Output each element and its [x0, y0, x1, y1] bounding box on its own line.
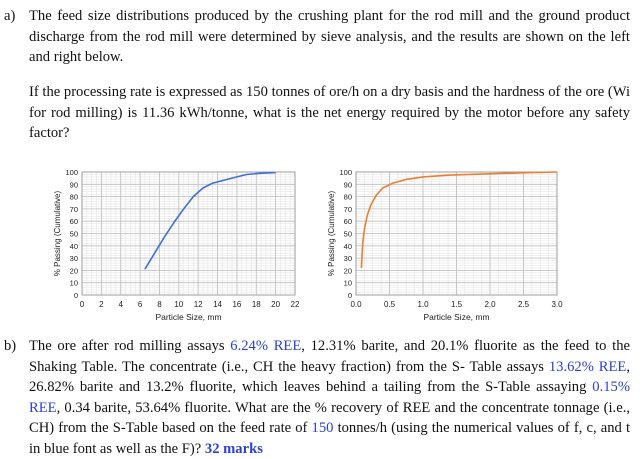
x-tick-label: 1.5 [450, 300, 463, 309]
y-tick-label: 50 [69, 229, 78, 239]
part-b-text-3: , 26.82% barite and 13.2% fluorite, which leaves behind a tailing from the S-Table assaying [29, 358, 630, 395]
x-axis-label: Particle Size, mm [155, 312, 222, 322]
x-tick-label: 10 [174, 300, 184, 309]
part-b-text-4: , 0.34 barite, 53.64% fluorite. What are the % recovery of REE and the concentrate tonnage (i.e., CH) from the S-Table based on the feed rate of [29, 399, 630, 436]
x-tick-label: 20 [271, 300, 281, 309]
x-tick-label: 18 [251, 300, 261, 309]
part-a-paragraph-2: If the processing rate is expressed as 150 tonnes of ore/h on a dry basis and the hardness of the ore (Wi for rod milling) is 11.36 kWh/tonne, what is the net energy required by the motor before any safety factor? [29, 84, 630, 141]
x-axis-label: Particle Size, mm [423, 312, 490, 322]
y-axis-label: % Passing (Cumulative) [53, 190, 62, 277]
part-b-question [4, 336, 630, 459]
feed-rate-value: 150 [311, 420, 334, 436]
x-tick-label: 0.0 [350, 300, 362, 309]
part-b-text-1: The ore after rod milling assays [29, 338, 231, 354]
y-tick-label: 0 [73, 291, 78, 300]
x-tick-label: 2.0 [484, 300, 496, 309]
y-tick-label: 40 [343, 241, 352, 251]
y-tick-label: 90 [69, 180, 78, 190]
concentrate-ree-assay: 13.62% REE [548, 358, 627, 375]
x-tick-label: 14 [213, 300, 222, 309]
y-tick-label: 20 [69, 266, 78, 276]
y-tick-label: 30 [69, 254, 78, 264]
y-tick-label: 60 [343, 217, 352, 227]
marks-label: 32 marks [204, 440, 263, 457]
y-tick-label: 20 [343, 266, 352, 276]
y-tick-label: 100 [65, 168, 78, 177]
y-tick-label: 80 [69, 192, 78, 202]
y-tick-label: 10 [343, 278, 352, 288]
y-tick-label: 40 [69, 241, 78, 251]
product-size-chart [316, 164, 576, 326]
part-b-paragraph [29, 336, 630, 459]
x-tick-label: 12 [193, 300, 203, 309]
x-tick-label: 0.5 [383, 300, 396, 309]
tailing-ree-assay: 0.15% REE [29, 379, 630, 416]
y-tick-label: 10 [69, 278, 78, 288]
y-tick-label: 30 [343, 254, 352, 264]
feed-ree-assay: 6.24% REE [230, 338, 302, 354]
y-tick-label: 80 [343, 192, 352, 202]
x-tick-label: 2 [99, 300, 104, 309]
part-a-paragraph-1: The feed size distributions produced by the crushing plant for the rod mill and the ground product discharge from the rod mill were determined by sieve analysis, and the results are shown on the left and right below. [29, 8, 630, 65]
y-tick-label: 0 [347, 291, 352, 300]
y-tick-label: 60 [69, 217, 78, 227]
x-tick-label: 22 [290, 300, 300, 309]
part-b-text-5: tonnes/h (using the numerical values of f, c, and t in blue font as well as the F)? [29, 420, 630, 457]
part-b-text-2: , 12.31% barite, and 20.1% fluorite as the feed to the Shaking Table. The concentrate (i.e., CH the heavy fraction) from the S- Table assays [29, 338, 630, 375]
x-tick-label: 3.0 [551, 300, 563, 309]
x-tick-label: 4 [118, 300, 123, 309]
y-tick-label: 70 [69, 204, 78, 214]
part-b-label: b) [4, 338, 17, 354]
x-tick-label: 1.0 [417, 300, 429, 309]
y-tick-label: 100 [339, 168, 352, 177]
feed-size-chart [34, 164, 324, 326]
x-tick-label: 6 [137, 300, 143, 309]
x-tick-label: 16 [232, 300, 242, 309]
part-a-label: a) [4, 8, 16, 24]
y-tick-label: 90 [343, 180, 352, 190]
part-a-question [4, 6, 630, 68]
series-line-1 [361, 172, 557, 268]
y-tick-label: 50 [343, 229, 352, 239]
y-axis-label: % Passing (Cumulative) [327, 190, 336, 277]
part-a-paragraph-2-block [29, 82, 630, 144]
x-tick-label: 2.5 [517, 300, 530, 309]
x-tick-label: 8 [157, 300, 162, 309]
y-tick-label: 70 [343, 204, 352, 214]
x-tick-label: 0 [79, 300, 85, 309]
